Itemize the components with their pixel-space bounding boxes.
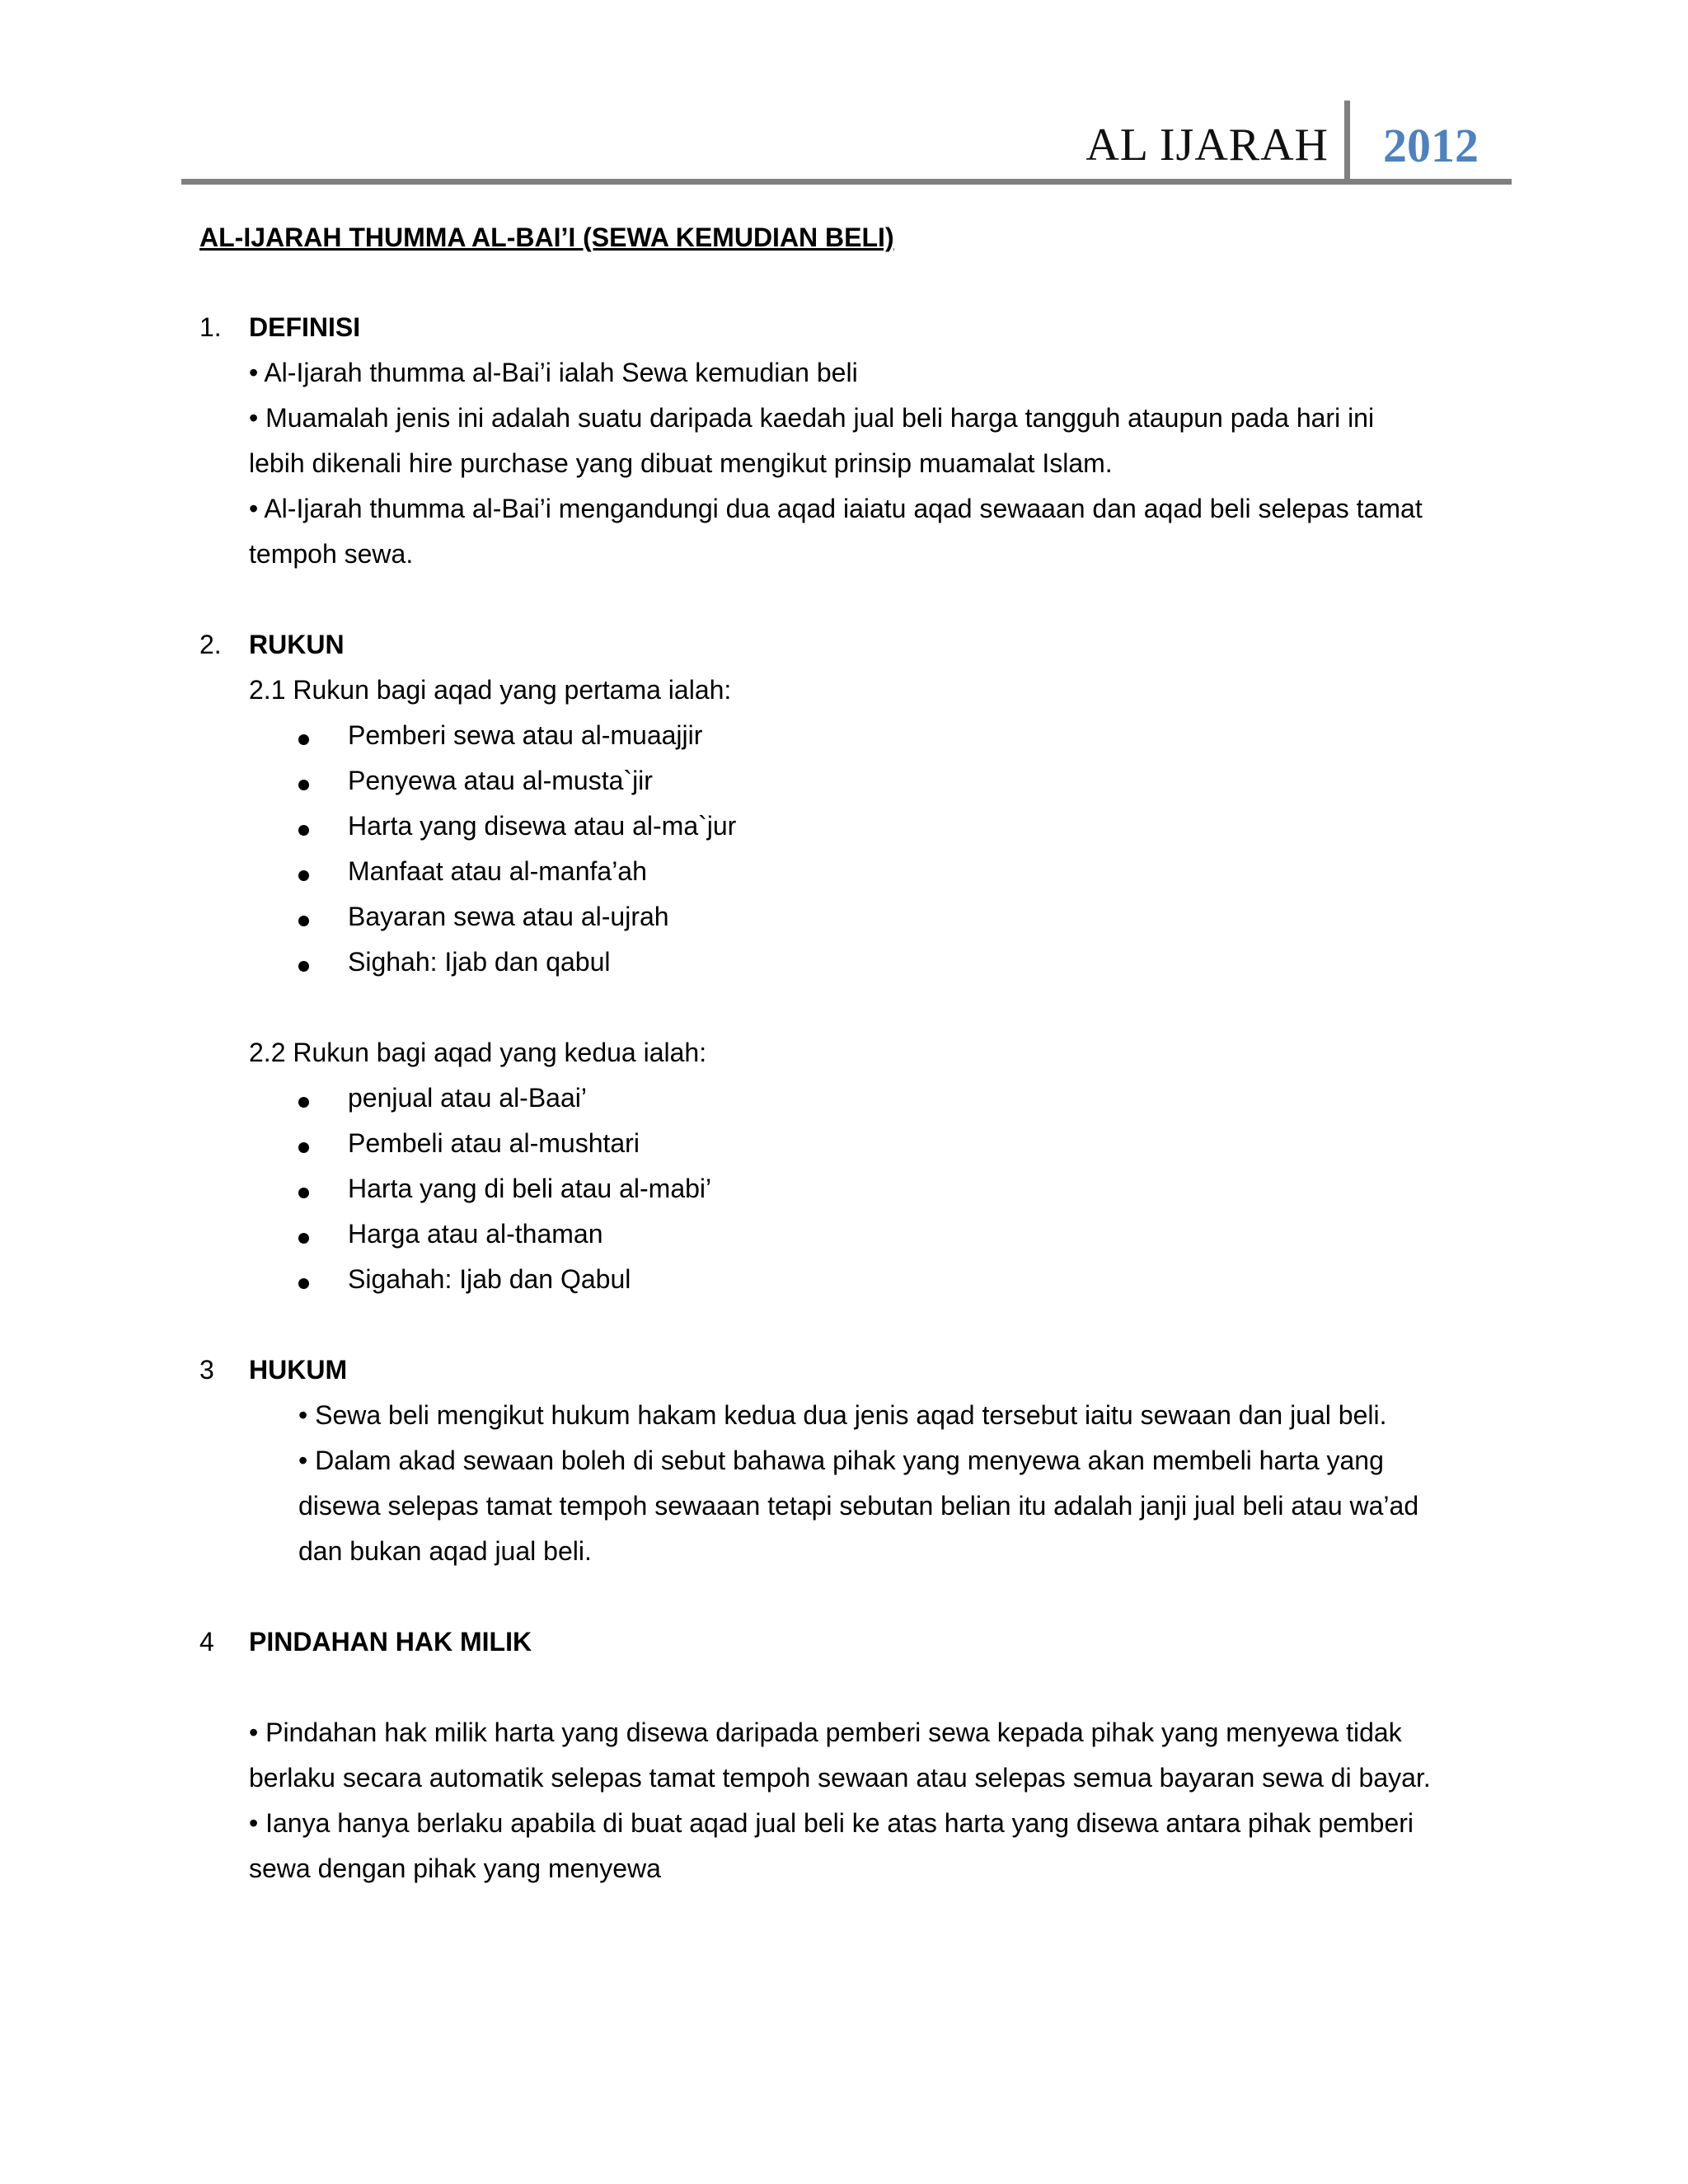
- section-number-pindahan: 4: [199, 1627, 214, 1657]
- pindahan-line: • Pindahan hak milik harta yang disewa daripada pemberi sewa kepada pihak yang menyewa tidak: [249, 1718, 1402, 1747]
- section-number-hukum: 3: [199, 1355, 214, 1385]
- list-item: Harta yang disewa atau al-ma`jur: [348, 811, 737, 841]
- rukun-sub2-label: 2.2 Rukun bagi aqad yang kedua ialah:: [249, 1038, 707, 1067]
- header-separator: [1344, 101, 1350, 181]
- header-year: 2012: [1383, 119, 1479, 172]
- bullet-icon: [298, 1097, 309, 1108]
- pindahan-line: sewa dengan pihak yang menyewa: [249, 1854, 661, 1883]
- section-heading-rukun: RUKUN: [249, 630, 345, 659]
- section-heading-hukum: HUKUM: [249, 1355, 348, 1385]
- page-header: [181, 97, 1512, 185]
- list-item: Pemberi sewa atau al-muaajjir: [348, 720, 703, 750]
- hukum-line: dan bukan aqad jual beli.: [298, 1536, 592, 1566]
- hukum-line: disewa selepas tamat tempoh sewaaan tetapi sebutan belian itu adalah janji jual beli atau wa’ad: [298, 1491, 1419, 1521]
- definisi-line: tempoh sewa.: [249, 539, 414, 569]
- section-number-rukun: 2.: [199, 630, 222, 659]
- rukun-sub1-label: 2.1 Rukun bagi aqad yang pertama ialah:: [249, 675, 732, 705]
- bullet-icon: [298, 1188, 309, 1198]
- pindahan-line: • Ianya hanya berlaku apabila di buat aqad jual beli ke atas harta yang disewa antara pihak pemberi: [249, 1808, 1414, 1838]
- list-item: Sighah: Ijab dan qabul: [348, 947, 611, 977]
- header-rule: [181, 179, 1512, 185]
- hukum-line: • Dalam akad sewaan boleh di sebut bahawa pihak yang menyewa akan membeli harta yang: [298, 1446, 1384, 1475]
- section-number-definisi: 1.: [199, 312, 222, 342]
- definisi-line: • Al-Ijarah thumma al-Bai’i mengandungi dua aqad iaiatu aqad sewaaan dan aqad beli selepas tamat: [249, 494, 1423, 523]
- list-item: Pembeli atau al-mushtari: [348, 1128, 640, 1158]
- bullet-icon: [298, 1142, 309, 1153]
- bullet-icon: [298, 780, 309, 790]
- hukum-line: • Sewa beli mengikut hukum hakam kedua dua jenis aqad tersebut iaitu sewaan dan jual beli.: [298, 1400, 1387, 1430]
- document-title: AL-IJARAH THUMMA AL-BAI’I (SEWA KEMUDIAN BELI): [199, 223, 894, 252]
- bullet-icon: [298, 961, 309, 972]
- list-item: Bayaran sewa atau al-ujrah: [348, 902, 669, 931]
- list-item: penjual atau al-Baai’: [348, 1083, 587, 1113]
- bullet-icon: [298, 1278, 309, 1289]
- bullet-icon: [298, 1233, 309, 1244]
- list-item: Harga atau al-thaman: [348, 1219, 603, 1249]
- definisi-line: • Al-Ijarah thumma al-Bai’i ialah Sewa kemudian beli: [249, 358, 858, 387]
- bullet-icon: [298, 825, 309, 836]
- bullet-icon: [298, 870, 309, 881]
- section-heading-definisi: DEFINISI: [249, 312, 361, 342]
- definisi-line: • Muamalah jenis ini adalah suatu daripada kaedah jual beli harga tangguh ataupun pada hari ini: [249, 403, 1375, 433]
- list-item: Sigahah: Ijab dan Qabul: [348, 1264, 631, 1294]
- list-item: Manfaat atau al-manfa’ah: [348, 856, 647, 886]
- list-item: Harta yang di beli atau al-mabi’: [348, 1174, 712, 1203]
- list-item: Penyewa atau al-musta`jir: [348, 766, 653, 795]
- section-heading-pindahan: PINDAHAN HAK MILIK: [249, 1627, 532, 1657]
- header-title: AL IJARAH: [1085, 120, 1329, 171]
- definisi-line: lebih dikenali hire purchase yang dibuat mengikut prinsip muamalat Islam.: [249, 448, 1113, 478]
- bullet-icon: [298, 916, 309, 926]
- pindahan-line: berlaku secara automatik selepas tamat tempoh sewaan atau selepas semua bayaran sewa di bayar.: [249, 1763, 1431, 1793]
- bullet-icon: [298, 734, 309, 745]
